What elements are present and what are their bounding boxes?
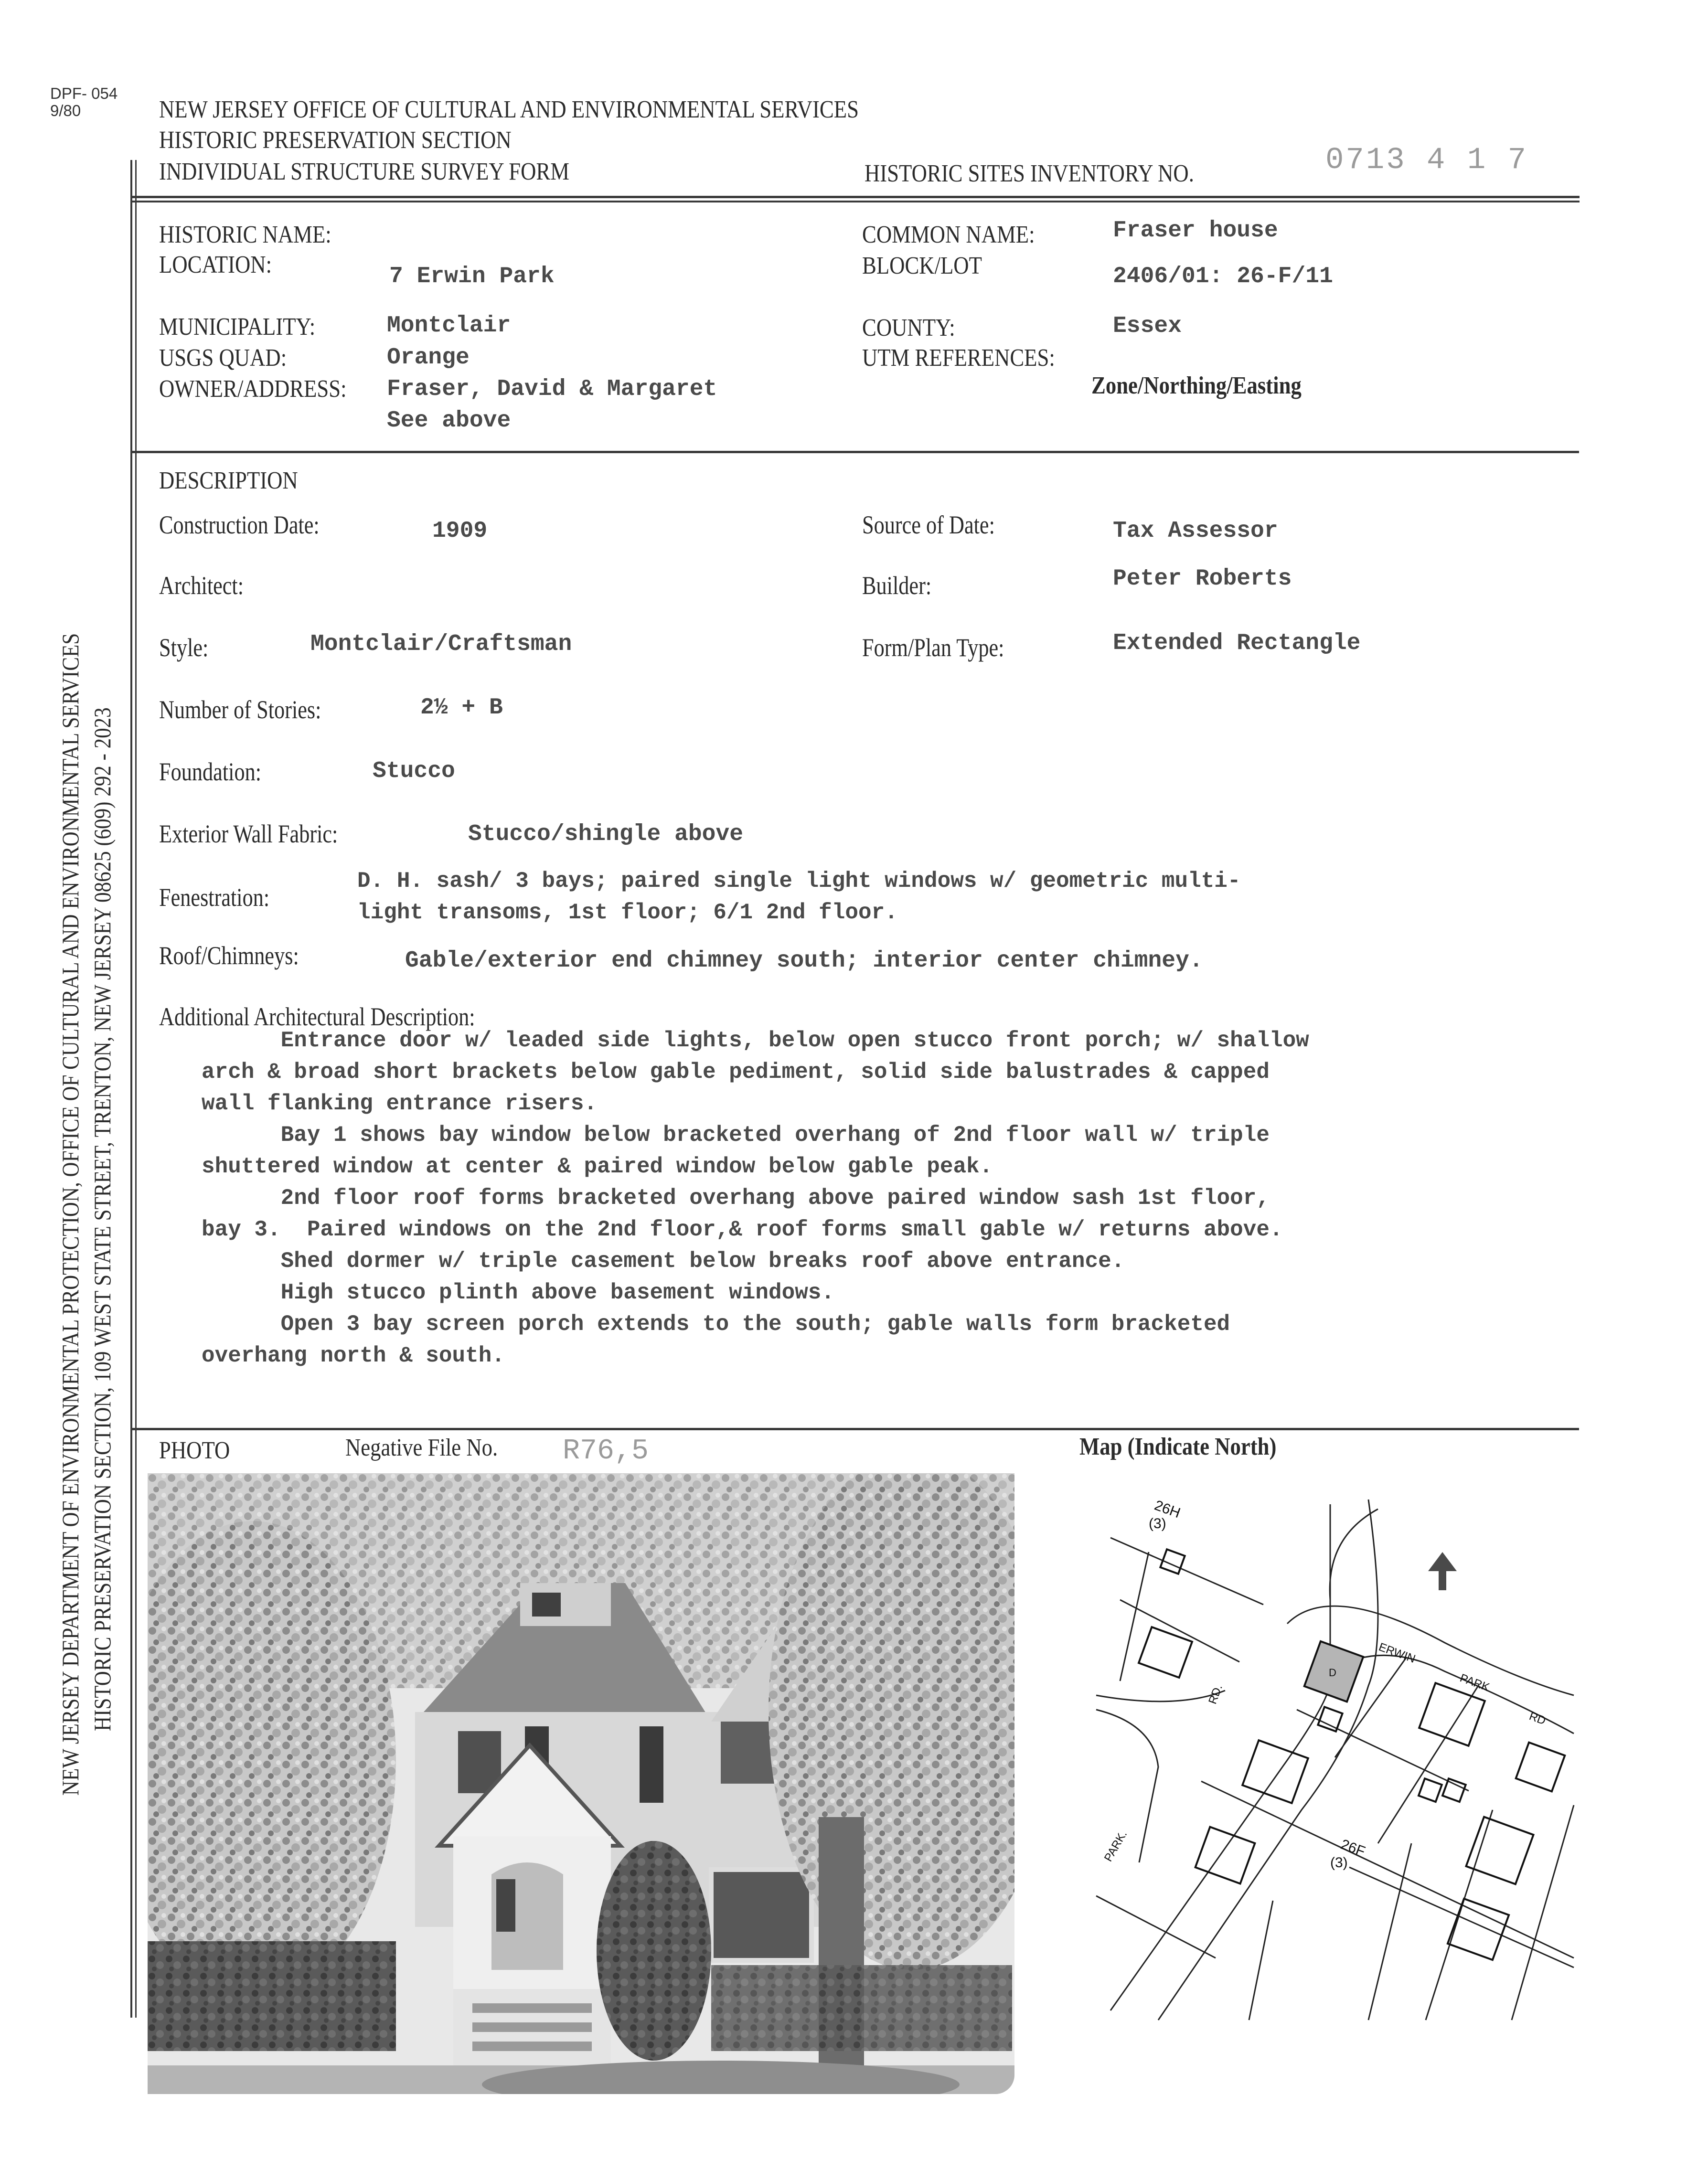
- form-plan-label: Form/Plan Type:: [862, 633, 1004, 662]
- style-value: Montclair/Craftsman: [310, 631, 572, 657]
- photo-section-rule: [131, 1428, 1579, 1430]
- construction-date-value: 1909: [432, 518, 488, 544]
- house-photo-image: [148, 1473, 1014, 2094]
- inventory-label: HISTORIC SITES INVENTORY NO.: [865, 160, 1194, 187]
- inventory-number: 0713 4 1 7: [1325, 143, 1528, 178]
- style-label: Style:: [159, 633, 209, 662]
- map-label-block-26h: 26H: [1152, 1497, 1183, 1521]
- stories-label: Number of Stories:: [159, 695, 321, 724]
- additional-description-line: overhang north & south.: [202, 1343, 505, 1368]
- header-rule-bottom: [131, 201, 1580, 202]
- additional-description-label: Additional Architectural Description:: [159, 1002, 475, 1031]
- county-label: COUNTY:: [862, 314, 955, 341]
- side-text-line-2: HISTORIC PRESERVATION SECTION, 109 WEST STATE STREET, TRENTON, NEW JERSEY 08625 (609) 292 - 2023: [89, 707, 116, 1731]
- form-code-block: [50, 85, 117, 119]
- agency-line-1: NEW JERSEY OFFICE OF CULTURAL AND ENVIRONMENTAL SERVICES: [159, 96, 859, 123]
- county-value: Essex: [1113, 313, 1182, 339]
- left-border-line-inner: [135, 160, 137, 2018]
- map-label-park-left: PARK.: [1101, 1828, 1130, 1864]
- fenestration-line-1: D. H. sash/ 3 bays; paired single light windows w/ geometric multi-: [357, 869, 1241, 893]
- architect-label: Architect:: [159, 571, 244, 600]
- fenestration-value: [357, 865, 1241, 928]
- location-label: LOCATION:: [159, 251, 272, 278]
- wall-fabric-label: Exterior Wall Fabric:: [159, 819, 338, 848]
- additional-description-text: [202, 1025, 1309, 1372]
- stories-value: 2½ + B: [420, 695, 503, 721]
- map-label-dwelling: D: [1329, 1667, 1336, 1679]
- usgs-quad-value: Orange: [387, 345, 470, 371]
- map-road-left-edge: [1110, 1504, 1330, 2010]
- map-label-park: PARK: [1458, 1671, 1491, 1694]
- tax-map: [1082, 1480, 1579, 2027]
- municipality-value: Montclair: [387, 313, 511, 339]
- builder-label: Builder:: [862, 571, 932, 600]
- map-label-block-26f-sub: (3): [1330, 1855, 1348, 1871]
- header-rule-top: [131, 196, 1580, 198]
- construction-date-label: Construction Date:: [159, 511, 320, 539]
- map-label-block-26h-sub: (3): [1149, 1516, 1166, 1532]
- additional-description-line: wall flanking entrance risers.: [202, 1091, 598, 1116]
- location-value: 7 Erwin Park: [389, 264, 555, 289]
- form-date: 9/80: [50, 102, 81, 119]
- map-label: Map (Indicate North): [1079, 1433, 1277, 1460]
- common-name-label: COMMON NAME:: [862, 221, 1035, 248]
- foundation-label: Foundation:: [159, 757, 262, 786]
- house-photograph: [148, 1473, 1014, 2094]
- additional-description-line: Entrance door w/ leaded side lights, below open stucco front porch; w/ shallow: [202, 1028, 1309, 1053]
- builder-value: Peter Roberts: [1113, 566, 1292, 592]
- description-rule: [131, 451, 1579, 453]
- utm-format: Zone/Northing/Easting: [1091, 372, 1302, 399]
- left-border-line: [130, 160, 132, 2018]
- north-arrow-icon: [1428, 1552, 1457, 1590]
- additional-description-line: arch & broad short brackets below gable pediment, solid side balustrades & capped: [202, 1060, 1270, 1085]
- map-road-right-edge: [1158, 1500, 1378, 2020]
- additional-description-line: Shed dormer w/ triple casement below breaks roof above entrance.: [202, 1249, 1125, 1274]
- additional-description-line: High stucco plinth above basement windows.: [202, 1280, 835, 1305]
- fenestration-line-2: light transoms, 1st floor; 6/1 2nd floor.: [357, 900, 898, 925]
- location-map: [1082, 1480, 1579, 2027]
- additional-description-line: bay 3. Paired windows on the 2nd floor,& roof forms small gable w/ returns above.: [202, 1217, 1283, 1242]
- roof-label: Roof/Chimneys:: [159, 941, 299, 970]
- owner-address-value: See above: [387, 408, 511, 434]
- map-label-rd-left: RD.: [1206, 1682, 1225, 1706]
- block-lot-label: BLOCK/LOT: [862, 252, 982, 279]
- photo-label: PHOTO: [159, 1437, 230, 1464]
- additional-description-line: shuttered window at center & paired window below gable peak.: [202, 1154, 993, 1179]
- source-of-date-label: Source of Date:: [862, 511, 995, 539]
- agency-line-3: INDIVIDUAL STRUCTURE SURVEY FORM: [159, 158, 569, 185]
- roof-value: Gable/exterior end chimney south; interior center chimney.: [405, 948, 1203, 974]
- map-label-rd: RD: [1527, 1710, 1548, 1728]
- fenestration-label: Fenestration:: [159, 883, 270, 912]
- map-label-block-26f: 26F: [1338, 1836, 1367, 1860]
- owner-label: OWNER/ADDRESS:: [159, 375, 347, 403]
- form-plan-value: Extended Rectangle: [1113, 630, 1361, 656]
- side-text-line-1: NEW JERSEY DEPARTMENT OF ENVIRONMENTAL PROTECTION, OFFICE OF CULTURAL AND ENVIRONMENTAL SERVICES: [57, 633, 84, 1796]
- common-name-value: Fraser house: [1113, 218, 1278, 244]
- form-code: DPF- 054: [50, 85, 118, 102]
- block-lot-value: 2406/01: 26-F/11: [1113, 264, 1333, 289]
- negative-file-number: R76,5: [563, 1435, 649, 1468]
- map-label-erwin: ERWIN: [1377, 1640, 1417, 1666]
- usgs-quad-label: USGS QUAD:: [159, 344, 287, 372]
- negative-file-label: Negative File No.: [345, 1434, 498, 1461]
- additional-description-line: Bay 1 shows bay window below bracketed overhang of 2nd floor wall w/ triple: [202, 1123, 1270, 1148]
- additional-description-line: Open 3 bay screen porch extends to the south; gable walls form bracketed: [202, 1312, 1230, 1337]
- historic-name-label: HISTORIC NAME:: [159, 221, 331, 248]
- description-section-label: DESCRIPTION: [159, 467, 298, 494]
- additional-description-line: 2nd floor roof forms bracketed overhang above paired window sash 1st floor,: [202, 1186, 1270, 1211]
- municipality-label: MUNICIPALITY:: [159, 313, 316, 340]
- utm-label: UTM REFERENCES:: [862, 344, 1055, 372]
- source-of-date-value: Tax Assessor: [1113, 518, 1278, 544]
- foundation-value: Stucco: [373, 758, 455, 784]
- wall-fabric-value: Stucco/shingle above: [468, 821, 744, 847]
- agency-line-2: HISTORIC PRESERVATION SECTION: [159, 127, 512, 154]
- owner-value: Fraser, David & Margaret: [387, 376, 717, 402]
